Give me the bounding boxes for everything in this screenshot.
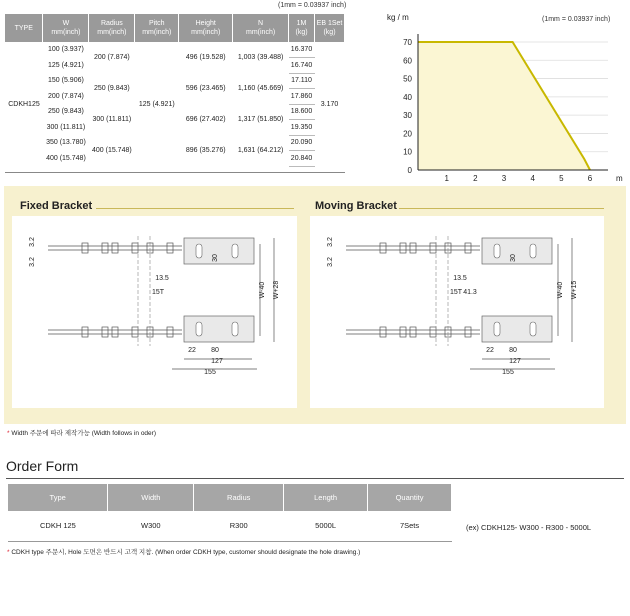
slot-hole <box>530 244 536 258</box>
height-cell: 496 (19.528) <box>185 54 226 61</box>
moving-bracket-drawing <box>310 216 604 408</box>
radius-cell: 250 (9.843) <box>93 85 130 92</box>
order-cell-radius: R300 <box>194 511 284 541</box>
order-example: (ex) CDKH125- W300 - R300 - 5000L <box>466 523 592 532</box>
width-note <box>7 428 156 437</box>
kg-cell: 20.840 <box>289 151 315 167</box>
bolt-head <box>82 243 88 253</box>
top-plate <box>184 238 254 264</box>
order-form-title: Order Form <box>6 458 79 474</box>
spec-header-3: Pitch mm(inch) <box>135 14 179 42</box>
y-tick-label: 0 <box>407 166 412 175</box>
order-header-quantity: Quantity <box>368 484 452 511</box>
x-tick-label: 3 <box>501 174 507 183</box>
slot-hole <box>494 244 500 258</box>
moving-bracket-title: Moving Bracket <box>315 200 397 212</box>
w-cell: 350 (13.780) <box>46 139 86 147</box>
dim-label: 41.3 <box>463 289 477 296</box>
w-cell: 150 (5.906) <box>48 77 84 85</box>
area-fill <box>418 42 590 170</box>
dim-label: 155 <box>502 369 514 376</box>
kg-cell: 17.110 <box>289 73 315 89</box>
dim-label: 3.2 <box>327 257 334 267</box>
spec-header-2: Radius mm(inch) <box>89 14 135 42</box>
n-cell: 1,317 (51.850) <box>237 116 284 123</box>
type-cell: CDKH125 <box>8 100 40 108</box>
kg-cell: 19.350 <box>289 120 315 136</box>
bottom-plate <box>482 316 552 342</box>
slot-hole <box>530 322 536 336</box>
slot-hole <box>232 322 238 336</box>
n-cell: 1,003 (39.488) <box>237 54 284 61</box>
top-plate <box>482 238 552 264</box>
radius-cell: 300 (11.811) <box>92 116 132 123</box>
slot-hole <box>232 244 238 258</box>
radius-cell: 200 (7.874) <box>93 54 130 61</box>
n-cell: 1,160 (45.669) <box>237 85 284 92</box>
bolt-head <box>112 327 118 337</box>
height-cell: 896 (35.276) <box>185 147 226 154</box>
dim-label: W-40 <box>259 281 266 299</box>
dim-label: W+15 <box>571 280 578 300</box>
spec-header-5: N mm(inch) <box>233 14 289 42</box>
kg-cell: 16.370 <box>289 42 315 58</box>
bracket-panel <box>4 186 626 424</box>
moving-bracket-rule <box>399 208 604 209</box>
unit-note-table: (1mm = 0.03937 inch) <box>278 2 347 9</box>
x-tick-label: 6 <box>587 174 593 183</box>
height-cell: 696 (27.402) <box>185 116 226 123</box>
order-note-star: * <box>7 549 10 556</box>
n-cell: 1,631 (64.212) <box>237 147 284 154</box>
dim-label: 80 <box>509 347 517 354</box>
bolt-head <box>380 243 386 253</box>
width-note-text: Width 주문에 따라 제작가능 (Width follows in oder) <box>11 430 156 437</box>
dim-label: 127 <box>509 358 521 365</box>
order-cell-length: 5000L <box>284 511 368 541</box>
order-table <box>8 484 452 542</box>
radius-cell: 400 (15.748) <box>92 147 132 154</box>
y-tick-label: 10 <box>403 147 412 157</box>
bolt-head <box>400 243 406 253</box>
order-note <box>7 547 360 556</box>
spec-header-7: EB 1Set (kg) <box>315 14 345 42</box>
dim-label: W-40 <box>557 281 564 299</box>
x-tick-label: 1 <box>444 174 449 183</box>
x-tick-label: 2 <box>473 174 478 183</box>
table-bottom-rule <box>5 172 345 173</box>
bottom-plate <box>184 316 254 342</box>
order-header-type: Type <box>8 484 108 511</box>
dim-label: 127 <box>211 358 223 365</box>
bolt-head <box>465 327 471 337</box>
dim-label: 15T <box>449 289 463 296</box>
fixed-bracket-title: Fixed Bracket <box>20 200 93 212</box>
y-tick-label: 30 <box>403 111 412 121</box>
spec-header-1: W mm(inch) <box>43 14 89 42</box>
order-header-width: Width <box>108 484 194 511</box>
spec-header-4: Height mm(inch) <box>179 14 233 42</box>
moving-bracket-diagram <box>310 216 604 408</box>
w-cell: 200 (7.874) <box>48 92 84 100</box>
dim-label: 3.2 <box>327 237 334 247</box>
fixed-bracket-rule <box>96 208 294 209</box>
spec-header-0: TYPE <box>5 14 43 42</box>
order-cell-width: W300 <box>108 511 194 541</box>
dim-label: 22 <box>188 347 196 354</box>
order-note-text: CDKH type 주문시, Hole 도면은 반드시 고객 지참. (When order CDKH type, customer should designate the hole drawing.) <box>11 549 361 556</box>
w-cell: 300 (11.811) <box>46 123 86 131</box>
kg-cell: 20.090 <box>289 135 315 151</box>
spec-table <box>5 14 345 167</box>
kg-cell: 16.740 <box>289 58 315 74</box>
bolt-head <box>102 243 108 253</box>
note-star: * <box>7 430 10 437</box>
dim-label: 30 <box>510 254 517 262</box>
order-form-rule <box>6 478 624 479</box>
x-tick-label: 5 <box>559 174 564 183</box>
slot-hole <box>196 244 202 258</box>
bolt-head <box>167 327 173 337</box>
dim-label: 3.2 <box>29 257 36 267</box>
fixed-bracket-diagram <box>12 216 297 408</box>
table-row <box>5 42 345 58</box>
order-cell-quantity: 7Sets <box>368 511 452 541</box>
eb-set-cell: 3.170 <box>320 100 339 108</box>
bolt-head <box>132 327 138 337</box>
y-tick-label: 50 <box>403 74 412 84</box>
y-tick-label: 70 <box>403 38 412 47</box>
kg-cell: 17.860 <box>289 89 315 105</box>
slot-hole <box>196 322 202 336</box>
bolt-head <box>112 243 118 253</box>
y-tick-label: 40 <box>403 92 412 102</box>
bolt-head <box>82 327 88 337</box>
unit-note-chart: (1mm = 0.03937 inch) <box>542 16 611 23</box>
w-cell: 400 (15.748) <box>46 154 86 162</box>
w-cell: 100 (3.937) <box>48 46 84 54</box>
bolt-head <box>167 243 173 253</box>
bolt-head <box>410 243 416 253</box>
order-header-radius: Radius <box>194 484 284 511</box>
bolt-head <box>102 327 108 337</box>
dim-label: 22 <box>486 347 494 354</box>
x-axis-label: m <box>616 174 623 183</box>
bolt-head <box>465 243 471 253</box>
dim-label: 3.2 <box>29 237 36 247</box>
bolt-head <box>430 327 436 337</box>
dim-label: 13.5 <box>155 275 169 282</box>
fixed-bracket-drawing <box>12 216 297 408</box>
slot-hole <box>494 322 500 336</box>
kg-cell: 18.600 <box>289 104 315 120</box>
dim-label: 80 <box>211 347 219 354</box>
bolt-head <box>380 327 386 337</box>
bolt-head <box>400 327 406 337</box>
height-cell: 596 (23.465) <box>185 85 226 92</box>
w-cell: 125 (4.921) <box>48 61 84 69</box>
spec-header-6: 1M (kg) <box>289 14 315 42</box>
load-length-chart <box>385 10 625 185</box>
bolt-head <box>132 243 138 253</box>
w-cell: 250 (9.843) <box>48 108 84 116</box>
y-axis-label: kg / m <box>387 13 409 22</box>
y-tick-label: 20 <box>403 129 412 139</box>
order-header-length: Length <box>284 484 368 511</box>
order-cell-type: CDKH 125 <box>8 511 108 541</box>
bolt-head <box>430 243 436 253</box>
bolt-head <box>410 327 416 337</box>
x-tick-label: 4 <box>530 174 535 183</box>
dim-label: 13.5 <box>453 275 467 282</box>
y-tick-label: 60 <box>403 56 412 66</box>
dim-label: 30 <box>212 254 219 262</box>
dim-label: 155 <box>204 369 216 376</box>
dim-label: W+28 <box>273 280 280 300</box>
pitch-cell: 125 (4.921) <box>138 100 175 108</box>
dim-label: 15T <box>151 289 165 296</box>
